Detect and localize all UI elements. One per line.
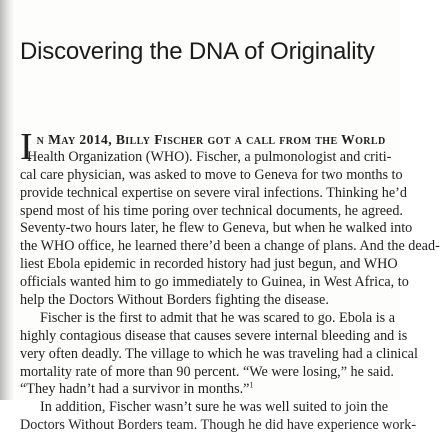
footnote-marker: 1 bbox=[249, 380, 254, 390]
opening-smallcaps: n May 2014, Billy Fischer got a call from the World bbox=[36, 132, 386, 147]
paragraph-3-line: In addition, Fischer wasn’t sure he was well suited to join the bbox=[40, 399, 389, 416]
paragraph-1-line: the WHO office, he learned there’d been a change of plans. And the dead- bbox=[20, 238, 440, 255]
paragraph-1-line: provide technical expertise on severe viral infections. Thinking he’d bbox=[20, 184, 408, 201]
paragraph-2-line: very often deadly. The village to which he was traveling had a clinical bbox=[20, 345, 418, 362]
page-binding-shadow bbox=[0, 0, 14, 400]
paragraph-1-line: help the Doctors Without Borders fighting the disease. bbox=[20, 292, 329, 309]
chapter-title: Discovering the DNA of Originality bbox=[20, 38, 375, 65]
paragraph-1-line: spend most of his time poring over technical documents, he agreed. bbox=[20, 202, 403, 219]
paragraph-3-line: Doctors Without Borders team. Though he did have experience work- bbox=[20, 417, 417, 434]
paragraph-2-line: Fischer is the first to admit that he was scared to go. Ebola is a bbox=[40, 309, 395, 326]
paragraph-2-last-line bbox=[20, 381, 392, 399]
paragraph-2-line: mortality rate of more than 90 percent. “We were losing,” he said. bbox=[20, 363, 394, 380]
paragraph-1-line: officials wanted him to go immediately to Guinea, in West Africa, to bbox=[20, 274, 409, 291]
paragraph-1-line: cal care physician, was asked to move to Geneva for two months to bbox=[20, 166, 403, 183]
paragraph-2-line-text: “They hadn’t had a survivor in months.” bbox=[20, 381, 250, 398]
paragraph-2-line: highly contagious disease that causes severe internal bleeding and is bbox=[20, 327, 408, 344]
drop-cap: I bbox=[20, 126, 33, 168]
body-text bbox=[20, 126, 440, 435]
paragraph-1-line: liest Ebola epidemic in recorded history had just begun, and WHO bbox=[20, 256, 398, 273]
paragraph-1-line: Health Organization (WHO). Fischer, a pulmonologist and criti- bbox=[27, 148, 392, 165]
paragraph-1-line: Seventy-two hours later, he flew to Geneva, but when he walked into bbox=[20, 220, 413, 237]
